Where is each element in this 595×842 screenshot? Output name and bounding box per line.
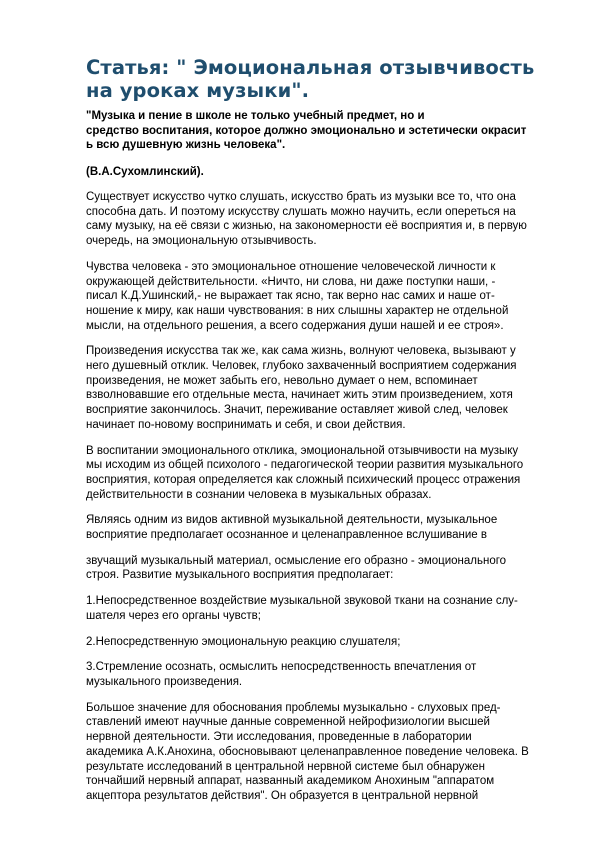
text-line: него душевный отклик. Человек, глубоко захваченный восприятием содержания xyxy=(86,360,517,373)
epigraph-author: (В.А.Сухомлинский). xyxy=(86,165,204,178)
text-line: Чувства человека - это эмоциональное отношение человеческой личности к xyxy=(86,260,496,273)
text-line: восприятие закончилось. Значит, переживание оставляет живой след, человек xyxy=(86,404,508,417)
text-line: 3.Стремление осознать, осмыслить непосредственность впечатления от xyxy=(86,661,477,674)
text-line: взволновавшие его отдельные места, начинает жить этим произведением, хотя xyxy=(86,389,513,402)
title-line: на уроках музыки". xyxy=(86,79,310,102)
article-title xyxy=(86,56,535,102)
text-line: нервной деятельности. Эти исследования, проведенные в лаборатории xyxy=(86,731,472,744)
body-paragraph xyxy=(86,701,529,804)
text-line: музыкального произведения. xyxy=(86,675,243,688)
text-line: В воспитании эмоционального отклика, эмоциональной отзывчивости на музыку xyxy=(86,444,519,457)
text-line: 2.Непосредственную эмоциональную реакцию слушателя; xyxy=(86,635,401,648)
text-line: академика А.К.Анохина, обосновывают целенаправленное поведение человека. В xyxy=(86,745,529,758)
list-item xyxy=(86,635,526,650)
body-paragraph xyxy=(86,513,526,542)
text-line: результате исследований в центральной нервной системе был обнаружен xyxy=(86,760,485,773)
body-paragraph xyxy=(86,190,526,249)
text-line: 1.Непосредственное воздействие музыкальной звуковой ткани на сознание слу- xyxy=(86,595,518,608)
text-line: акцептора результатов действия". Он образуется в центральной нервной xyxy=(86,789,479,802)
text-line: тончайший нервный аппарат, названный академиком Анохиным "аппаратом xyxy=(86,775,495,788)
text-line: мы исходим из общей психолого - педагогической теории развития музыкального xyxy=(86,459,524,472)
text-line: окружающей действительности. «Ничто, ни слова, ни даже поступки наши, - xyxy=(86,275,496,288)
text-line: начинает по-новому воспринимать и себя, и свои действия. xyxy=(86,418,406,431)
text-line: Являясь одним из видов активной музыкальной деятельности, музыкальное xyxy=(86,514,498,527)
text-line: шателя через его органы чувств; xyxy=(86,609,261,622)
text-line: произведения, не может забыть его, невольно думает о нем, вспоминает xyxy=(86,374,478,387)
epigraph-line: "Музыка и пение в школе не только учебный предмет, но и xyxy=(86,110,425,122)
text-line: ставлений имеют научные данные современной нейрофизиологии высшей xyxy=(86,716,490,729)
text-line: очередь, на эмоциональную отзывчивость. xyxy=(86,235,317,248)
article-page xyxy=(86,56,535,804)
text-line: Большое значение для обоснования проблемы музыкально - слуховых пред- xyxy=(86,701,501,714)
body-paragraph xyxy=(86,444,526,503)
text-line: Существует искусство чутко слушать, искусство брать из музыки все то, что она xyxy=(86,191,516,203)
body-paragraph xyxy=(86,554,526,583)
text-line: способна дать. И поэтому искусству слушать можно научить, если опереться на xyxy=(86,205,516,218)
list-item xyxy=(86,660,526,689)
text-line: саму музыку, на её связи с жизнью, на закономерности её восприятия и, в первую xyxy=(86,220,527,233)
epigraph-line: средство воспитания, которое должно эмоционально и эстетически окрасит xyxy=(86,124,527,137)
title-line: Статья: " Эмоциональная отзывчивость xyxy=(86,56,535,79)
text-line: восприятие предполагает осознанное и целенаправленное вслушивание в xyxy=(86,529,487,542)
body-paragraph xyxy=(86,344,526,432)
text-line: ношение к миру, как наши чувствования: в них слышны характер не отдельной xyxy=(86,304,509,317)
text-line: Произведения искусства так же, как сама жизнь, волнуют человека, вызывают у xyxy=(86,345,516,358)
text-line: писал К.Д.Ушинский,- не выражает так ясно, так верно нас самих и наше от- xyxy=(86,290,495,303)
text-line: звучащий музыкальный материал, осмысление его образно - эмоционального xyxy=(86,554,507,567)
body-paragraph xyxy=(86,260,526,334)
epigraph-line: ь всю душевную жизнь человека". xyxy=(86,139,286,151)
text-line: строя. Развитие музыкального восприятия предполагает: xyxy=(86,569,394,582)
text-line: действительности в сознании человека в музыкальных образах. xyxy=(86,488,432,501)
list-item xyxy=(86,594,526,623)
epigraph-quote xyxy=(86,109,526,153)
text-line: восприятия, которая определяется как сложный психический процесс отражения xyxy=(86,473,521,486)
text-line: мысли, на отдельного решения, а всего содержания души нашей и ее строя». xyxy=(86,319,504,332)
